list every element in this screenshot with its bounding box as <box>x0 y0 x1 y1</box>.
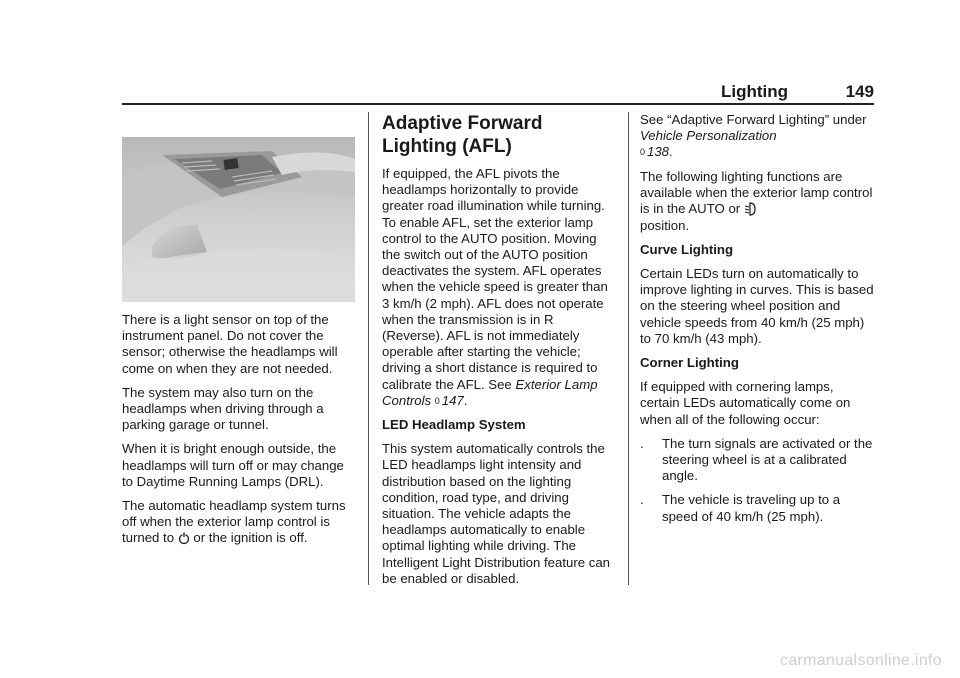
text: position. <box>640 217 690 233</box>
header-rule <box>122 103 874 105</box>
text: See “Adaptive Forward Lighting” under <box>640 112 867 127</box>
section-heading: Adaptive Forward Lighting (AFL) <box>382 113 543 157</box>
page-ref-arrow-icon: 0 <box>434 395 440 406</box>
watermark: carmanualsonline.info <box>780 652 942 669</box>
paragraph: If equipped with cornering lamps, certain LEDs automatically come on when all of the following occur: <box>640 379 851 427</box>
paragraph: The system may also turn on the headlamps when driving through a parking garage or tunnel. <box>122 384 324 433</box>
page-number: 149 <box>845 82 874 101</box>
paragraph: There is a light sensor on top of the instrument panel. Do not cover the sensor; otherwise the headlamps will come on when they are not needed. <box>122 312 338 376</box>
subheading: LED Headlamp System <box>382 417 526 433</box>
column-divider <box>628 112 629 585</box>
page-ref-arrow-icon: 0 <box>640 147 646 158</box>
bullet-mark: . <box>640 492 644 508</box>
text: The following lighting functions are available when the exterior lamp control is in the AUTO or <box>640 168 873 217</box>
column-divider <box>368 112 369 585</box>
text: or the ignition is off. <box>193 530 308 546</box>
text: The automatic headlamp system turns off when the exterior lamp control is turned to <box>122 498 346 546</box>
cross-reference[interactable]: Vehicle Personalization <box>640 128 777 144</box>
section-title: Lighting <box>720 82 788 101</box>
auto-headlamp-icon <box>744 202 756 218</box>
page-reference[interactable]: 147 <box>441 392 464 408</box>
paragraph <box>640 112 876 161</box>
text: If equipped, the AFL pivots the headlamps horizontally to provide greater road illumination while turning. To enable AFL, set the exterior lamp control to the AUTO position. Moving the switch out of the AUTO position deactivates the system. AFL operates when the vehicle speed is greater than 3 km/h (2 mph). AFL does not operate when the transmission is in R (Reverse). AFL is not immediately operable after starting the vehicle; driving a short distance is required to calibrate the AFL. See <box>382 166 608 392</box>
list-item <box>640 436 876 485</box>
paragraph: This system automatically controls the LED headlamps light intensity and distribution based on the lighting condition, road type, and driving situation. The vehicle adapts the headlamps automatically to enable optimal lighting while driving. The Intelligent Light Distribution feature can be enabled or disabled. <box>382 441 610 586</box>
list-item-text: The vehicle is traveling up to a speed of 40 km/h (25 mph). <box>662 492 841 524</box>
light-sensor-photo <box>122 137 355 302</box>
column-right <box>640 112 876 533</box>
paragraph <box>382 166 618 409</box>
column-left <box>122 112 358 555</box>
paragraph <box>122 498 358 547</box>
text: . <box>669 144 673 160</box>
off-symbol-icon <box>178 532 190 545</box>
paragraph: When it is bright enough outside, the headlamps will turn off or may change to Daytime Running Lamps (DRL). <box>122 441 344 489</box>
page-reference[interactable]: 138 <box>647 144 670 160</box>
paragraph <box>640 169 876 234</box>
list-item-text: The turn signals are activated or the steering wheel is at a calibrated angle. <box>662 435 873 484</box>
column-middle <box>382 112 618 595</box>
bullet-mark: . <box>640 435 644 451</box>
page-header <box>122 80 874 104</box>
cross-reference[interactable]: Exterior Lamp Controls <box>382 376 598 408</box>
subheading: Curve Lighting <box>640 241 734 257</box>
paragraph: Certain LEDs turn on automatically to improve lighting in curves. This is based on the steering wheel position and vehicle speeds from 40 km/h (25 mph) to 70 km/h (43 mph). <box>640 265 874 346</box>
text: . <box>463 392 468 408</box>
subheading: Corner Lighting <box>640 354 739 370</box>
list-item <box>640 492 876 524</box>
